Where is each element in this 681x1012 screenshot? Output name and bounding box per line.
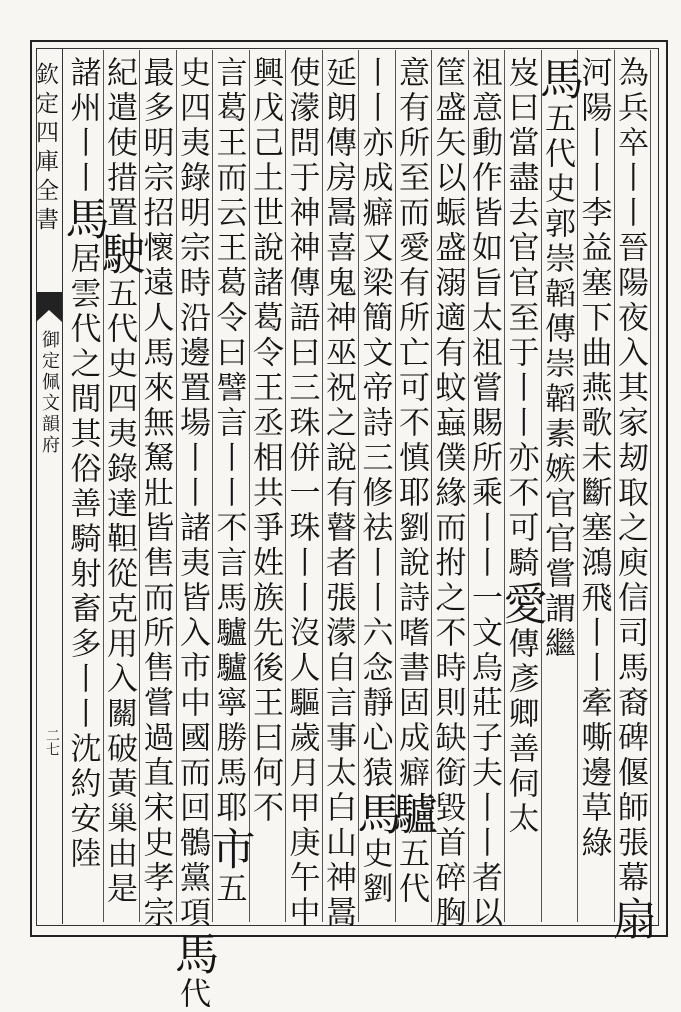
text-column-8 <box>349 56 401 907</box>
text-column-6 <box>429 56 466 931</box>
column-text: 丨丨亦成癖又梁簡文帝詩三修祛丨丨六念靜心猿 <box>356 56 393 791</box>
column-rule <box>249 50 250 922</box>
column-rule <box>468 50 469 922</box>
column-rule <box>358 50 359 922</box>
headword: 愛 <box>495 581 547 627</box>
column-text: 意有所至而愛有所亡可不慎耶劉說詩嗜書固成癖 <box>393 56 429 791</box>
text-column-16 <box>57 56 109 872</box>
column-rule <box>139 50 140 922</box>
column-text: 延朗傳房暠喜鬼神巫祝之說有瞽者張濛自言事太白山神暠 <box>320 56 356 931</box>
column-text: 史劉 <box>356 837 393 907</box>
text-column-2 <box>575 56 612 861</box>
column-rule <box>614 50 615 922</box>
column-text: 諸州丨丨 <box>64 56 101 196</box>
column-rule <box>103 50 104 922</box>
book-title: 欽定四庫全書 <box>32 62 58 236</box>
text-column-9 <box>320 56 357 931</box>
column-rule <box>541 50 542 922</box>
headword: 馬 <box>167 931 218 977</box>
column-text: 代 <box>174 977 210 1012</box>
column-text: 言葛王而云王葛令曰譬言丨丨不言馬驢驢寧勝馬耶 <box>210 56 247 826</box>
margin-rule <box>62 48 63 924</box>
headword: 市 <box>203 826 255 872</box>
column-text: 使濛問于神神傳語曰三珠併一珠丨丨沒人驅歲月甲庚午中 <box>283 56 320 931</box>
headword: 馬 <box>57 196 109 242</box>
column-rule <box>322 50 323 922</box>
text-column-15 <box>94 56 145 907</box>
text-column-11 <box>247 56 284 826</box>
column-text: 史四夷錄明宗時沿邊置場丨丨諸夷皆入市中國而回鶻黨項 <box>174 56 210 931</box>
column-text: 祖意動作皆如旨太祖嘗賜所乘丨丨一文烏莊子夫丨丨者以 <box>466 56 502 931</box>
headword: 扇 <box>605 896 656 942</box>
fishtail-mark-icon <box>36 292 62 322</box>
column-text: 筐盛矢以蜄盛溺適有蚊蝱僕緣而拊之不時則缺銜毀首碎胸 <box>429 56 466 931</box>
text-column-5 <box>466 56 503 931</box>
text-column-10 <box>283 56 320 931</box>
column-text: 居雲代之間其俗善騎射畜多丨丨沈約安陸 <box>64 242 101 872</box>
column-rule <box>285 50 286 922</box>
text-column-7 <box>386 56 437 907</box>
column-text: 五代史郭崇韜傳崇韜素嫉官官嘗謂繼 <box>539 102 575 662</box>
page-number: 二七 <box>44 728 60 756</box>
column-rule <box>176 50 177 922</box>
text-column-12 <box>203 56 255 907</box>
headword: 馬 <box>349 791 401 837</box>
text-column-1 <box>605 56 656 942</box>
column-text: 興戊己土世說諸葛令王丞相共爭姓族先後王曰何不 <box>247 56 283 826</box>
column-text: 河陽丨丨李益塞下曲燕歌未斷塞鴻飛丨丨牽嘶邊草綠 <box>575 56 612 861</box>
text-column-13 <box>167 56 218 1012</box>
column-rule <box>577 50 578 922</box>
column-text: 紀遣使措置 <box>101 56 137 231</box>
column-text: 五代 <box>393 837 429 907</box>
text-column-3 <box>532 56 583 662</box>
headword: 駛 <box>94 231 145 277</box>
headword: 馬 <box>532 56 583 102</box>
column-text: 傳彥卿善伺太 <box>502 627 539 837</box>
column-text: 五 <box>210 872 247 907</box>
section-title: 御定佩文韻府 <box>39 330 60 456</box>
column-rule <box>212 50 213 922</box>
text-column-14 <box>137 56 174 931</box>
column-text: 五代史四夷錄達靼從克用入關破黃巢由是 <box>101 277 137 907</box>
column-rule <box>650 50 651 922</box>
column-text: 岌曰當盡去官官至于丨丨亦不可騎 <box>502 56 539 581</box>
column-rule <box>504 50 505 922</box>
headword: 驢 <box>386 791 437 837</box>
column-text: 為兵卒丨丨晉陽夜入其家刼取之庾信司馬裔碑偃師張幕 <box>612 56 648 896</box>
text-column-4 <box>495 56 547 837</box>
column-text: 最多明宗招懷遠人馬來無駑壯皆售而所售嘗過直宋史孝宗 <box>137 56 174 931</box>
